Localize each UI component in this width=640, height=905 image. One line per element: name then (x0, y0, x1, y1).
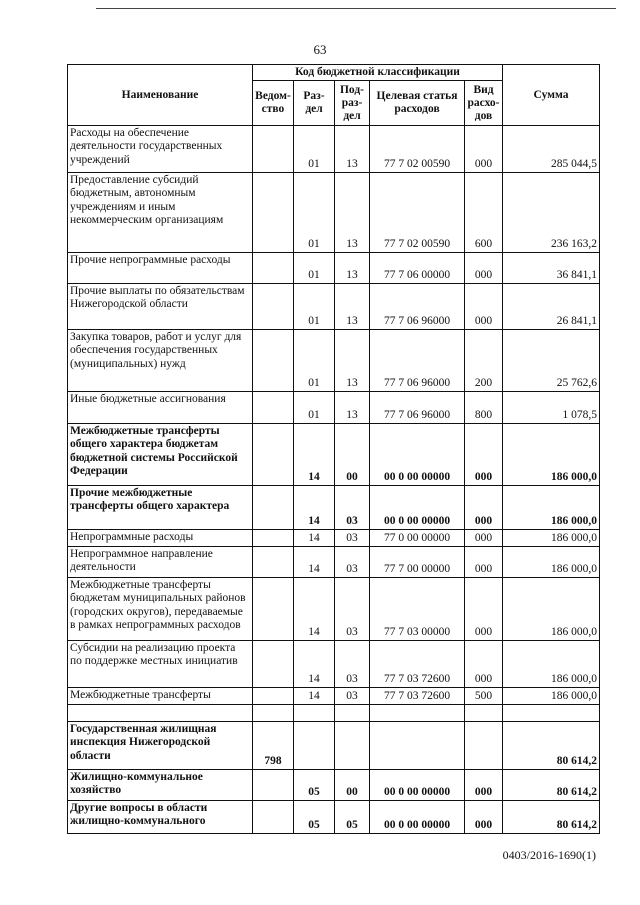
row-expense-type: 000 (465, 547, 503, 578)
table-row (68, 688, 600, 705)
row-name: Жилищно-коммунальное хозяйство (68, 770, 253, 801)
row-podrazdel: 00 (335, 424, 370, 486)
row-sum: 186 000,0 (503, 688, 600, 705)
table-row (68, 530, 600, 547)
table-row (68, 253, 600, 284)
row-podrazdel (335, 705, 370, 722)
row-name: Межбюджетные трансферты (68, 688, 253, 705)
row-podrazdel: 03 (335, 547, 370, 578)
row-name: Межбюджетные трансферты бюджетам муниципальных районов (городских округов), передаваемые в рамках непрограммных расходов (68, 578, 253, 641)
row-podrazdel: 03 (335, 530, 370, 547)
row-sum: 186 000,0 (503, 530, 600, 547)
row-razdel: 14 (294, 688, 335, 705)
row-name: Закупка товаров, работ и услуг для обеспечения государственных (муниципальных) нужд (68, 330, 253, 392)
row-vedomstvo (253, 801, 294, 834)
row-vedomstvo (253, 173, 294, 253)
row-sum: 36 841,1 (503, 253, 600, 284)
row-expense-type (465, 705, 503, 722)
row-target-article: 77 0 00 00000 (370, 530, 465, 547)
row-vedomstvo (253, 688, 294, 705)
row-expense-type: 000 (465, 424, 503, 486)
row-target-article: 77 7 06 96000 (370, 284, 465, 330)
row-vedomstvo (253, 330, 294, 392)
row-vedomstvo (253, 547, 294, 578)
row-expense-type: 000 (465, 253, 503, 284)
row-razdel: 01 (294, 284, 335, 330)
row-expense-type: 000 (465, 530, 503, 547)
header-sum: Сумма (503, 65, 600, 126)
row-name: Прочие выплаты по обязательствам Нижегородской области (68, 284, 253, 330)
row-vedomstvo (253, 530, 294, 547)
row-podrazdel: 13 (335, 126, 370, 173)
row-sum: 186 000,0 (503, 641, 600, 688)
table-row (68, 641, 600, 688)
row-podrazdel: 03 (335, 486, 370, 530)
row-target-article: 77 7 06 96000 (370, 330, 465, 392)
row-target-article: 77 7 00 00000 (370, 547, 465, 578)
row-podrazdel (335, 722, 370, 770)
row-vedomstvo (253, 424, 294, 486)
row-razdel: 01 (294, 392, 335, 424)
top-rule (96, 8, 616, 9)
row-expense-type: 800 (465, 392, 503, 424)
row-expense-type: 000 (465, 801, 503, 834)
row-target-article: 77 7 03 00000 (370, 578, 465, 641)
row-target-article: 00 0 00 00000 (370, 486, 465, 530)
row-razdel: 01 (294, 253, 335, 284)
table-row (68, 770, 600, 801)
row-target-article (370, 705, 465, 722)
page-number: 63 (313, 42, 327, 57)
row-razdel: 14 (294, 486, 335, 530)
header-expense-type: Вид расхо-дов (465, 81, 503, 126)
row-expense-type: 000 (465, 578, 503, 641)
row-target-article: 00 0 00 00000 (370, 424, 465, 486)
row-expense-type: 000 (465, 126, 503, 173)
row-sum: 186 000,0 (503, 424, 600, 486)
row-expense-type (465, 722, 503, 770)
row-razdel: 01 (294, 126, 335, 173)
row-vedomstvo (253, 770, 294, 801)
row-sum: 25 762,6 (503, 330, 600, 392)
row-sum (503, 705, 600, 722)
header-classification-group: Код бюджетной классификации (253, 65, 503, 81)
row-vedomstvo (253, 486, 294, 530)
row-sum: 285 044,5 (503, 126, 600, 173)
row-target-article: 00 0 00 00000 (370, 770, 465, 801)
row-razdel (294, 722, 335, 770)
row-name: Иные бюджетные ассигнования (68, 392, 253, 424)
row-expense-type: 500 (465, 688, 503, 705)
row-podrazdel: 05 (335, 801, 370, 834)
table-row (68, 722, 600, 770)
row-vedomstvo (253, 705, 294, 722)
document-code: 0403/2016-1690(1) (502, 848, 596, 862)
row-name: Непрограммные расходы (68, 530, 253, 547)
row-razdel: 14 (294, 641, 335, 688)
table-row (68, 126, 600, 173)
row-razdel: 14 (294, 424, 335, 486)
table-row (68, 578, 600, 641)
row-target-article: 77 7 03 72600 (370, 688, 465, 705)
row-podrazdel: 13 (335, 330, 370, 392)
row-vedomstvo (253, 126, 294, 173)
row-target-article: 77 7 06 00000 (370, 253, 465, 284)
row-name: Прочие непрограммные расходы (68, 253, 253, 284)
row-name: Субсидии на реализацию проекта по поддержке местных инициатив (68, 641, 253, 688)
row-name: Расходы на обеспечение деятельности государственных учреждений (68, 126, 253, 173)
row-name: Предоставление субсидий бюджетным, автономным учреждениям и иным некоммерческим организациям (68, 173, 253, 253)
row-name: Государственная жилищная инспекция Нижегородской области (68, 722, 253, 770)
row-expense-type: 000 (465, 284, 503, 330)
row-razdel (294, 705, 335, 722)
row-razdel: 01 (294, 330, 335, 392)
row-razdel: 01 (294, 173, 335, 253)
row-target-article: 77 7 02 00590 (370, 173, 465, 253)
row-podrazdel: 13 (335, 392, 370, 424)
budget-table (67, 64, 600, 834)
row-razdel: 05 (294, 801, 335, 834)
row-vedomstvo (253, 253, 294, 284)
row-podrazdel: 13 (335, 173, 370, 253)
row-podrazdel: 03 (335, 641, 370, 688)
row-name: Другие вопросы в области жилищно-коммунального (68, 801, 253, 834)
row-razdel: 14 (294, 547, 335, 578)
row-expense-type: 200 (465, 330, 503, 392)
row-name (68, 705, 253, 722)
row-podrazdel: 00 (335, 770, 370, 801)
row-target-article: 00 0 00 00000 (370, 801, 465, 834)
header-podrazdel: Под-раз-дел (335, 81, 370, 126)
table-row (68, 284, 600, 330)
header-razdel: Раз-дел (294, 81, 335, 126)
row-podrazdel: 13 (335, 284, 370, 330)
row-target-article: 77 7 06 96000 (370, 392, 465, 424)
row-expense-type: 000 (465, 486, 503, 530)
row-expense-type: 000 (465, 770, 503, 801)
row-podrazdel: 03 (335, 578, 370, 641)
row-podrazdel: 13 (335, 253, 370, 284)
header-vedomstvo: Ведом-ство (253, 81, 294, 126)
row-sum: 186 000,0 (503, 578, 600, 641)
table-row (68, 424, 600, 486)
row-name: Межбюджетные трансферты общего характера бюджетам бюджетной системы Российской Федерации (68, 424, 253, 486)
table-row (68, 705, 600, 722)
row-sum: 186 000,0 (503, 547, 600, 578)
row-target-article (370, 722, 465, 770)
row-expense-type: 000 (465, 641, 503, 688)
row-expense-type: 600 (465, 173, 503, 253)
table-row (68, 330, 600, 392)
row-sum: 80 614,2 (503, 770, 600, 801)
row-vedomstvo: 798 (253, 722, 294, 770)
row-vedomstvo (253, 392, 294, 424)
table-row (68, 392, 600, 424)
row-vedomstvo (253, 578, 294, 641)
row-sum: 236 163,2 (503, 173, 600, 253)
row-sum: 186 000,0 (503, 486, 600, 530)
table-row (68, 547, 600, 578)
row-target-article: 77 7 03 72600 (370, 641, 465, 688)
row-razdel: 05 (294, 770, 335, 801)
table-row (68, 486, 600, 530)
row-sum: 80 614,2 (503, 722, 600, 770)
row-sum: 80 614,2 (503, 801, 600, 834)
row-razdel: 14 (294, 578, 335, 641)
header-target-article: Целевая статья расходов (370, 81, 465, 126)
table-row (68, 801, 600, 834)
header-name: Наименование (68, 65, 253, 126)
row-podrazdel: 03 (335, 688, 370, 705)
row-name: Непрограммное направление деятельности (68, 547, 253, 578)
table-body (68, 126, 600, 834)
row-vedomstvo (253, 641, 294, 688)
row-sum: 1 078,5 (503, 392, 600, 424)
row-vedomstvo (253, 284, 294, 330)
table-row (68, 173, 600, 253)
row-razdel: 14 (294, 530, 335, 547)
row-target-article: 77 7 02 00590 (370, 126, 465, 173)
row-sum: 26 841,1 (503, 284, 600, 330)
row-name: Прочие межбюджетные трансферты общего характера (68, 486, 253, 530)
